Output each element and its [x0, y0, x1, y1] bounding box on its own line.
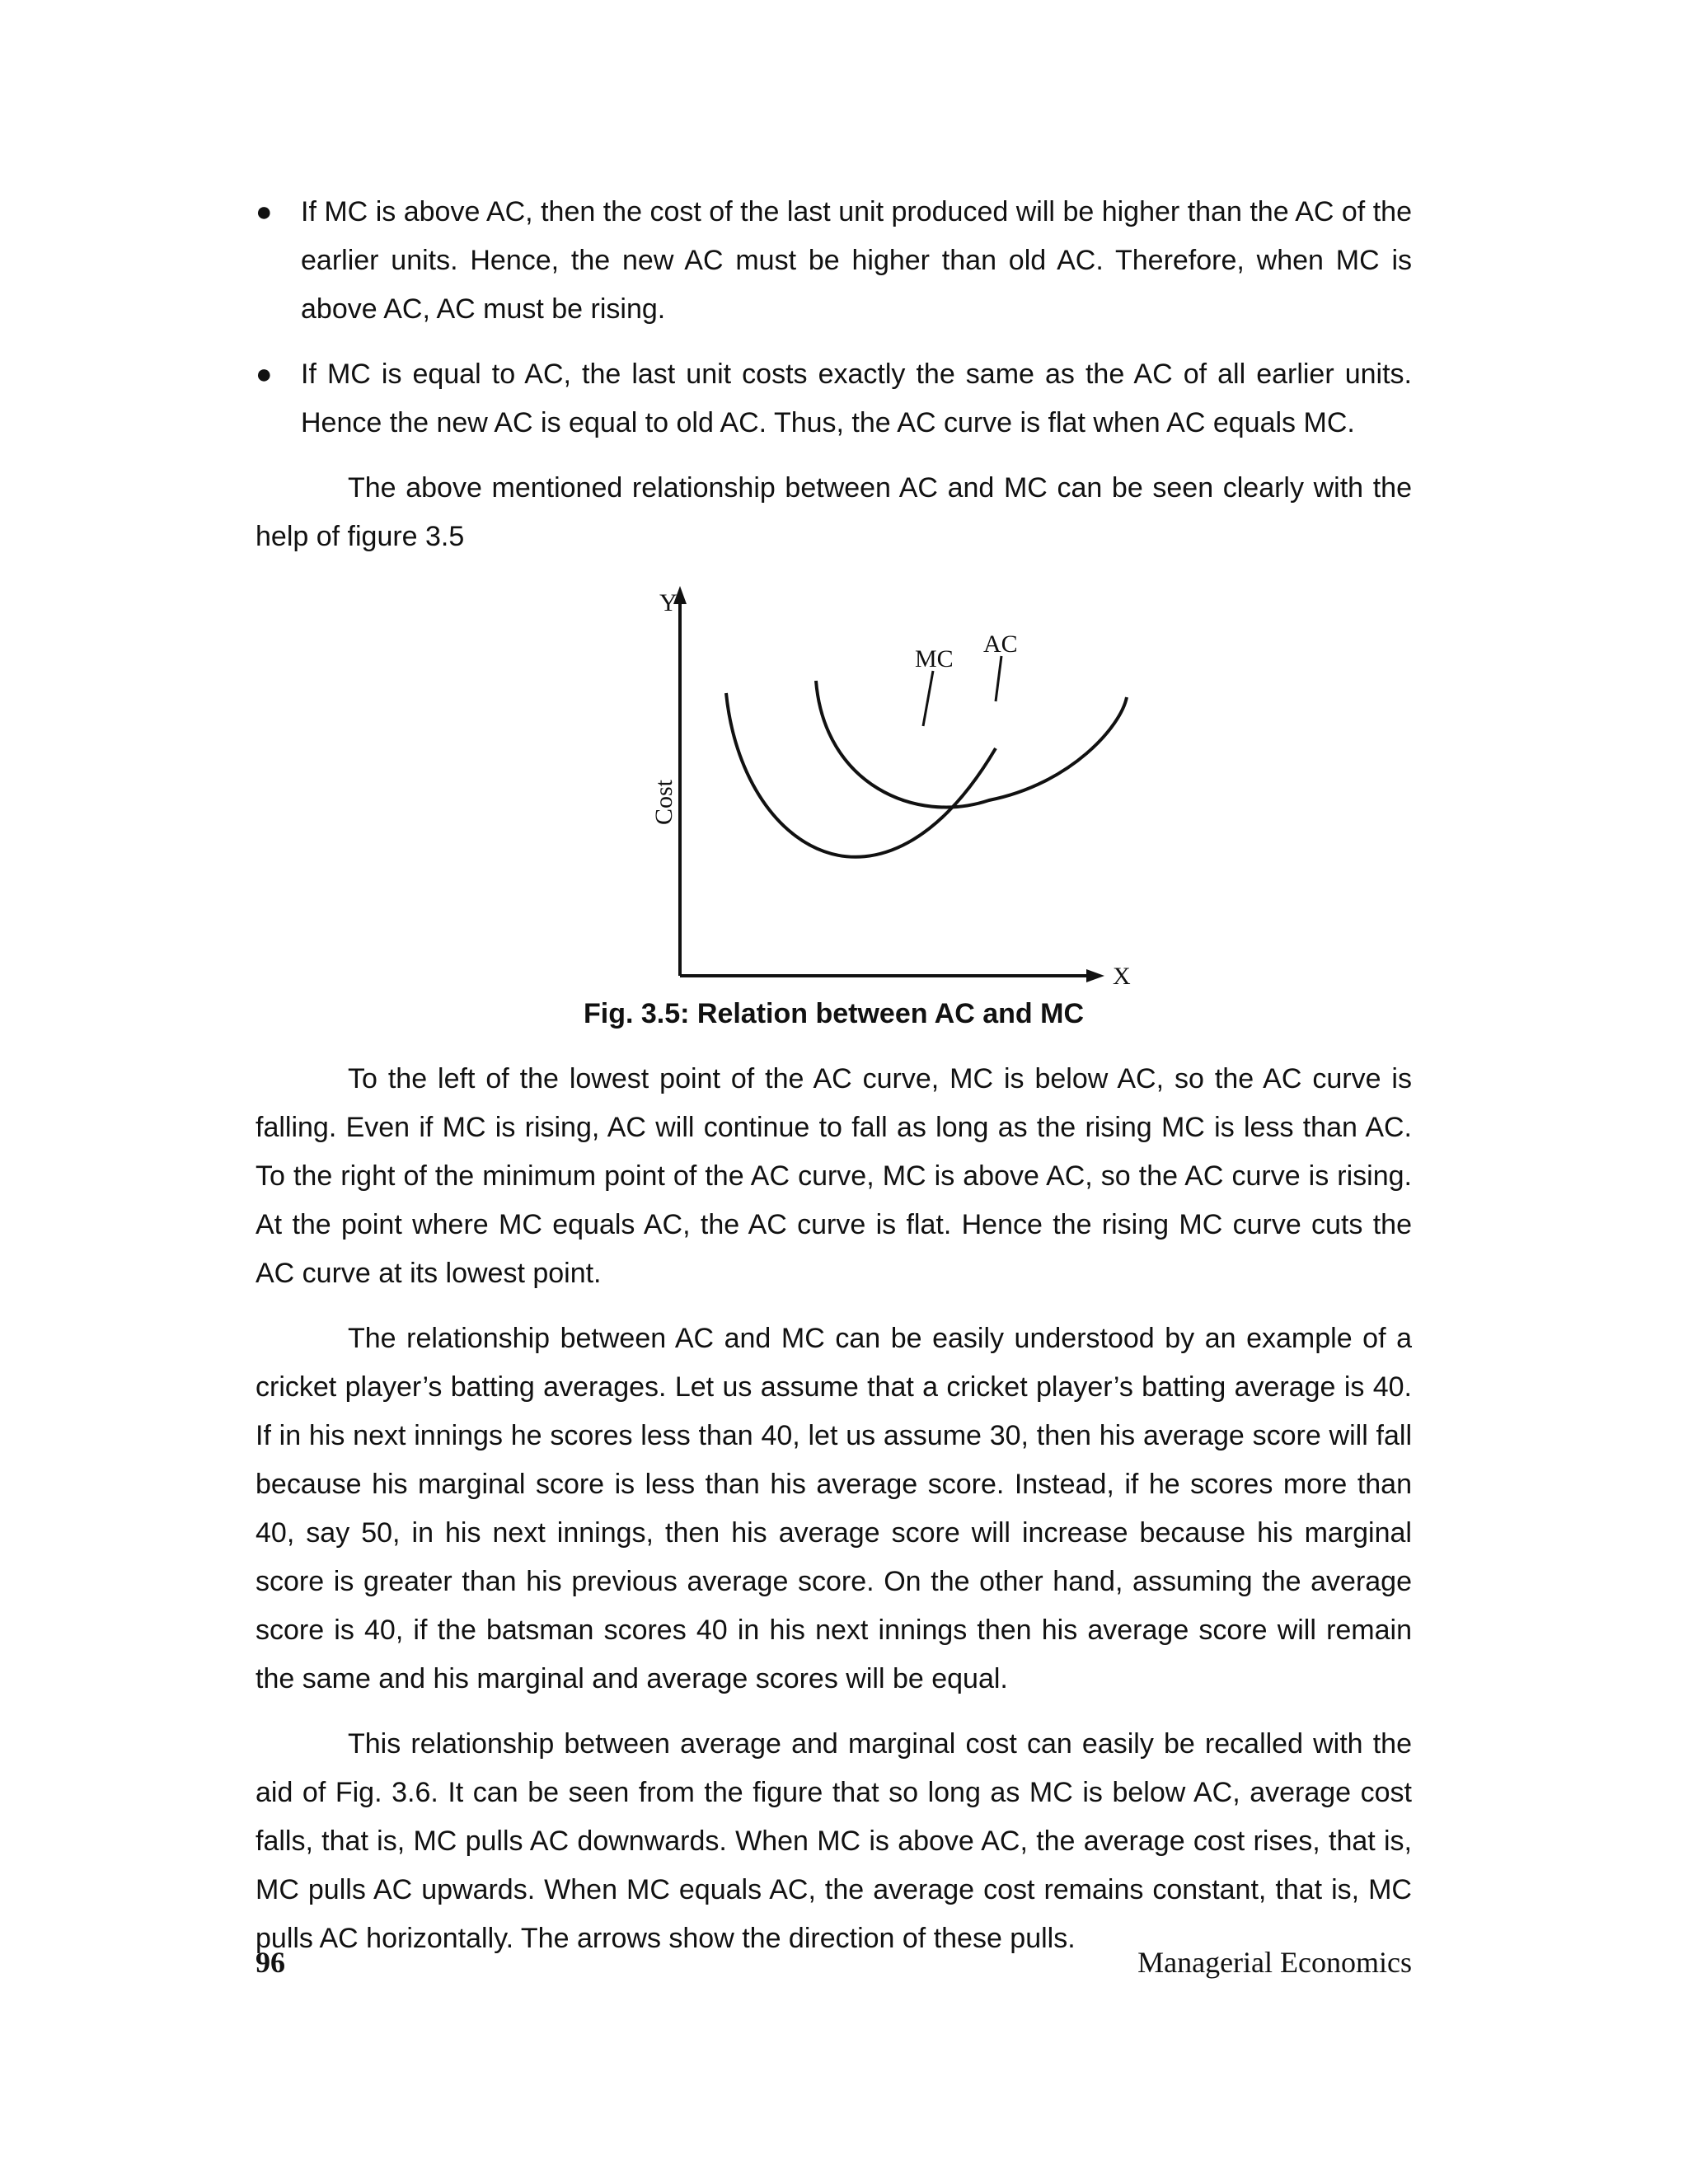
page-content — [256, 188, 1412, 1980]
y-axis-symbol: Y — [659, 589, 678, 616]
bullet-item — [256, 188, 1412, 334]
body-paragraph: This relationship between average and marginal cost can easily be recalled with the aid of Fig. 3.6. It can be seen from the figure that so long as MC is below AC, average cost falls, that is, MC pulls AC downwards. When MC is above AC, the average cost rises, that is, MC pulls AC upwards. When MC equals AC, the average cost remains constant, that is, MC pulls AC horizontally. The arrows show the direction of these pulls. — [256, 1728, 1412, 1954]
figure-ac-mc — [256, 578, 1412, 990]
y-axis-label: Cost — [650, 779, 678, 825]
bullet-item — [256, 350, 1412, 448]
x-axis-symbol: X — [1113, 963, 1131, 990]
ac-label-pointer — [996, 656, 1001, 701]
book-title: Managerial Economics — [1137, 1946, 1412, 1979]
figure-caption: Fig. 3.5: Relation between AC and MC — [583, 998, 1085, 1029]
body-paragraph: The relationship between AC and MC can be easily understood by an example of a cricket player’s batting averages. Let us assume that a cricket player’s batting average is 40. If in his next innings he scores less than 40, let us assume 30, then his average score will fall because his marginal score is less than his average score. Instead, if he scores more than 40, say 50, in his next innings, then his average score will increase because his marginal score is greater than his previous average score. On the other hand, assuming the average score is 40, if the batsman scores 40 in his next innings then his average score will remain the same and his marginal and average scores will be equal. — [256, 1323, 1412, 1694]
mc-curve — [816, 681, 1127, 807]
intro-paragraph: The above mentioned relationship between AC and MC can be seen clearly with the help of figure 3.5 — [256, 472, 1412, 552]
bullet-text: If MC is equal to AC, the last unit costs exactly the same as the AC of all earlier units. Hence the new AC is equal to old AC. Thus, the AC curve is flat when AC equals MC. — [301, 359, 1412, 438]
ac-curve-label: AC — [983, 630, 1018, 658]
mc-label-pointer — [923, 671, 933, 726]
x-axis-arrow-icon — [1086, 969, 1104, 982]
ac-mc-diagram — [256, 578, 1412, 990]
bullet-text: If MC is above AC, then the cost of the last unit produced will be higher than the AC of the earlier units. Hence, the new AC must be higher than old AC. Therefore, when MC is above AC, AC must be rising. — [301, 196, 1412, 325]
body-paragraph: To the left of the lowest point of the AC curve, MC is below AC, so the AC curve is falling. Even if MC is rising, AC will continue to fall as long as the rising MC is less than AC. To the right of the minimum point of the AC curve, MC is above AC, so the AC curve is rising. At the point where MC equals AC, the AC curve is flat. Hence the rising MC curve cuts the AC curve at its lowest point. — [256, 1063, 1412, 1289]
page-footer — [256, 1945, 1412, 1994]
mc-curve-label: MC — [915, 645, 954, 673]
bullet-dot-icon: ● — [256, 196, 273, 227]
bullet-dot-icon: ● — [256, 359, 273, 390]
page-number: 96 — [256, 1946, 285, 1979]
